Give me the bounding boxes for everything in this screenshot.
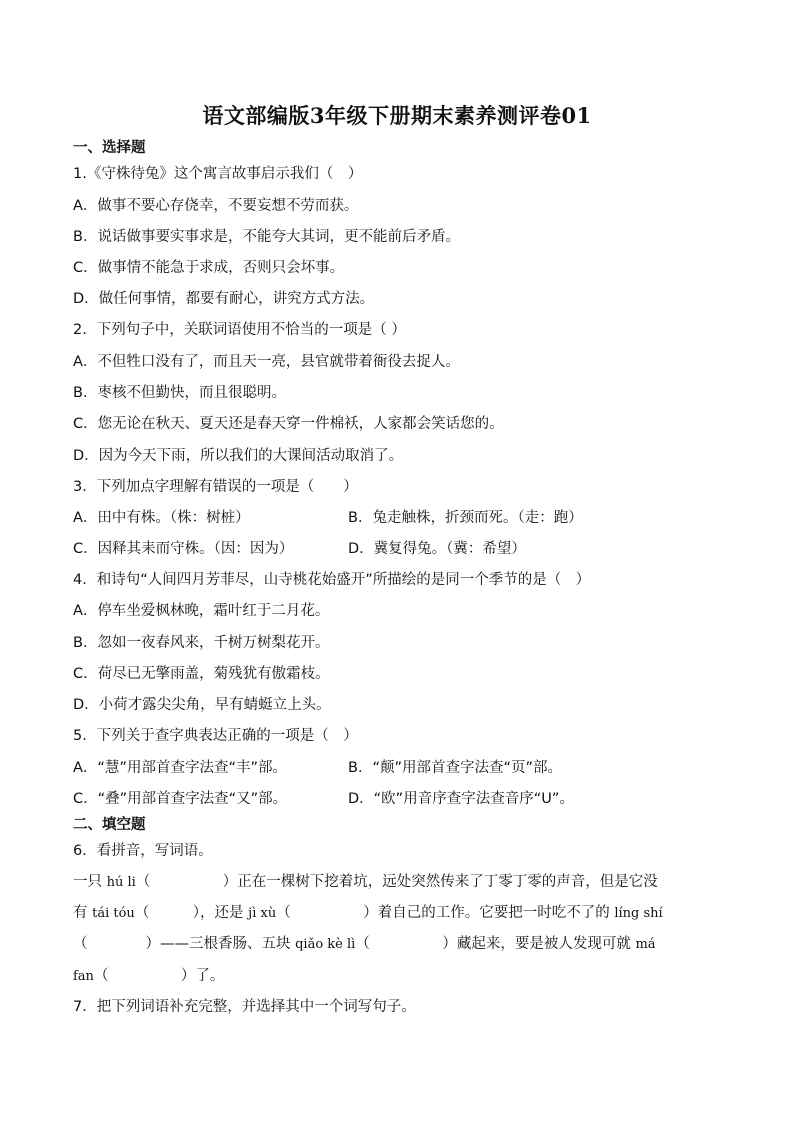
question-1-stem: 1.《守株待兔》这个寓言故事启示我们（ ） [73,166,363,182]
question-1-option-d: D．做任何事情，都要有耐心，讲究方式方法。 [73,291,375,307]
question-4-option-c: C．荷尽已无擎雨盖，菊残犹有傲霜枝。 [73,666,330,682]
question-5-option-b: B．“颠”用部首查字法查“页”部。 [348,760,562,776]
question-2-option-b: B．枣核不但勤快，而且很聪明。 [73,385,286,401]
question-5-option-c: C．“叠”用部首查字法查“又”部。 [73,791,288,807]
question-4-option-b: B．忽如一夜春风来，千树万树梨花开。 [73,635,330,651]
q6-blank-text: （ ），还是 [134,905,244,921]
section-heading-fill: 二、填空题 [73,817,146,833]
q6-text: 一只 [73,874,102,890]
question-7-stem: 7．把下列词语补充完整，并选择其中一个词写句子。 [73,999,416,1015]
question-4-stem: 4．和诗句“人间四月芳菲尽，山寺桃花始盛开”所描绘的是同一个季节的是（ ） [73,572,591,588]
pinyin-mafan-part1: má [635,937,656,952]
q6-blank-text: （ ）——三根香肠、五块 [73,936,291,952]
page-title: 语文部编版3年级下册期末素养测评卷01 [202,103,592,128]
question-6-stem: 6．看拼音，写词语。 [73,843,213,859]
section-heading-choice: 一、选择题 [73,140,146,156]
question-5-option-a: A．“慧”用部首查字法查“丰”部。 [73,760,287,776]
pinyin-lingshi: líng shí [614,906,663,921]
question-6-line-2 [73,903,663,924]
pinyin-taitou: tái tóu [92,906,135,921]
q6-blank-text: （ ）藏起来，要是被人发现可就 [355,936,631,952]
question-4-option-d: D．小荷才露尖尖角，早有蜻蜓立上头。 [73,697,331,713]
q6-text: 有 [73,905,88,921]
pinyin-mafan-part2: fan [73,969,94,984]
question-3-option-b: B．兔走触株，折颈而死。（走：跑） [348,510,583,526]
question-2-option-d: D．因为今天下雨，所以我们的大课间活动取消了。 [73,448,404,464]
question-3-option-a: A．田中有株。（株：树桩） [73,510,250,526]
q6-blank-text: （ ）正在一棵树下挖着坑，远处突然传来了丁零丁零的声音，但是它没 [135,874,658,890]
question-6-line-1 [73,872,658,893]
question-3-stem: 3．下列加点字理解有错误的一项是（ ） [73,479,358,495]
pinyin-huli: hú li [106,875,136,890]
q6-blank-text: （ ）着自己的工作。它要把一时吃不了的 [276,905,610,921]
question-6-line-3 [73,934,656,955]
question-1-option-a: A．做事不要心存侥幸，不要妄想不劳而获。 [73,198,359,214]
question-5-stem: 5．下列关于查字典表达正确的一项是（ ） [73,728,358,744]
question-3-option-d: D．冀复得兔。（冀：希望） [348,541,526,557]
question-2-option-c: C．您无论在秋天、夏天还是春天穿一件棉袄，人家都会笑话您的。 [73,416,504,432]
pinyin-jixu: jì xù [248,906,277,921]
pinyin-qiaokeli: qiǎo kè lì [295,937,356,952]
question-5-option-d: D．“欧”用音序查字法查音序“U”。 [348,791,574,807]
question-1-option-b: B．说话做事要实事求是，不能夸大其词，更不能前后矛盾。 [73,229,460,245]
question-3-row-1 [73,508,250,528]
question-2-stem: 2．下列句子中，关联词语使用不恰当的一项是（ ） [73,322,406,338]
question-3-option-c: C．因释其耒而守株。（因：因为） [73,541,294,557]
question-2-option-a: A．不但牲口没有了，而且天一亮，县官就带着衙役去捉人。 [73,354,460,370]
question-6-line-4 [73,966,224,987]
question-4-option-a: A．停车坐爱枫林晚，霜叶红于二月花。 [73,603,330,619]
q6-blank-text: （ ）了。 [93,968,225,984]
question-1-option-c: C．做事情不能急于求成，否则只会坏事。 [73,260,345,276]
